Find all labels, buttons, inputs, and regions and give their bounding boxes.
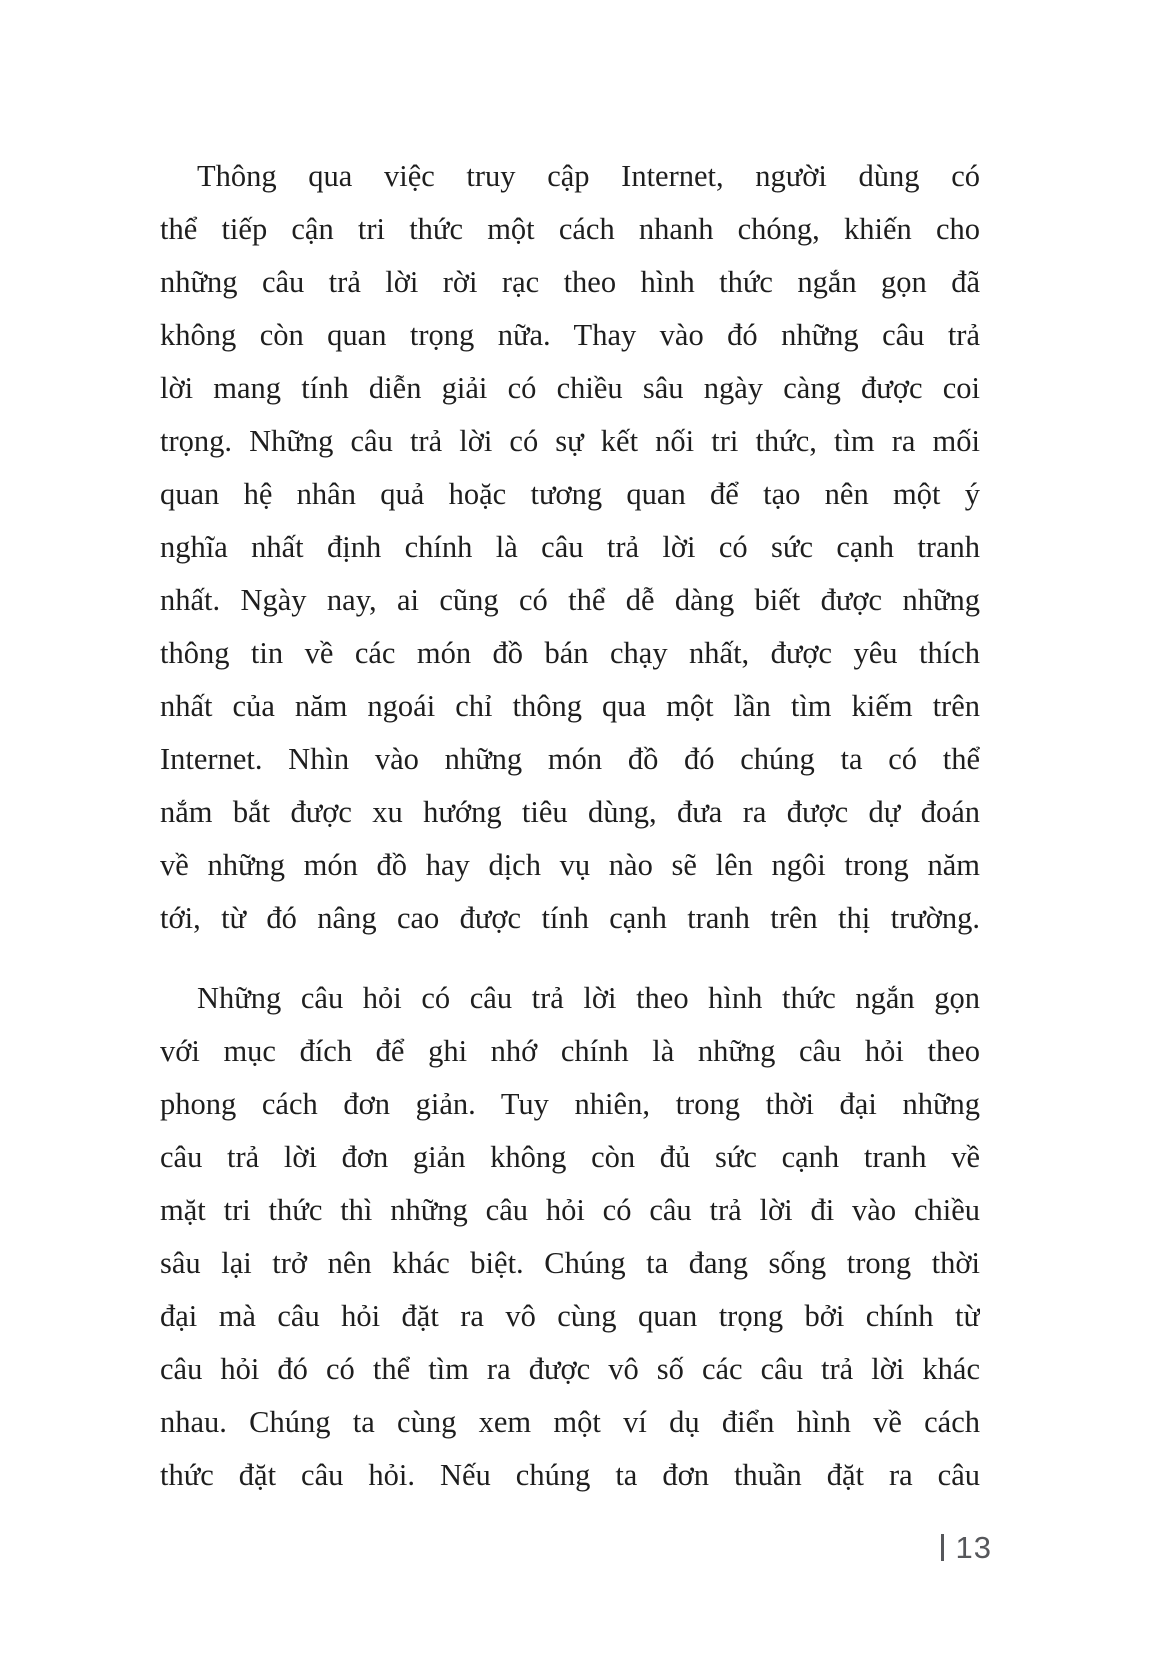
text-line: nhất của năm ngoái chỉ thông qua một lần tìm kiếm trên [160,689,980,723]
page-number-separator [941,1534,944,1561]
text-line: những câu trả lời rời rạc theo hình thức ngắn gọn đã [160,265,980,299]
text-line: đại mà câu hỏi đặt ra vô cùng quan trọng bởi chính từ [160,1299,980,1333]
text-line: về những món đồ hay dịch vụ nào sẽ lên ngôi trong năm [160,848,980,882]
text-line: nắm bắt được xu hướng tiêu dùng, đưa ra được dự đoán [160,795,980,829]
text-line: quan hệ nhân quả hoặc tương quan để tạo nên một ý [160,477,980,511]
text-line: mặt tri thức thì những câu hỏi có câu trả lời đi vào chiều [160,1193,980,1227]
paragraph-2 [160,972,980,1502]
text-line: nghĩa nhất định chính là câu trả lời có sức cạnh tranh [160,530,980,564]
paragraph-1 [160,150,980,945]
text-line: thể tiếp cận tri thức một cách nhanh chóng, khiến cho [160,212,980,246]
text-line: không còn quan trọng nữa. Thay vào đó những câu trả [160,318,980,352]
text-line: câu hỏi đó có thể tìm ra được vô số các câu trả lời khác [160,1352,980,1386]
page-footer [941,1532,992,1563]
text-line: thức đặt câu hỏi. Nếu chúng ta đơn thuần đặt ra câu [160,1458,980,1492]
text-line: nhất. Ngày nay, ai cũng có thể dễ dàng biết được những [160,583,980,617]
text-line: Internet. Nhìn vào những món đồ đó chúng ta có thể [160,742,980,776]
page-body [160,150,980,1502]
text-line: tới, từ đó nâng cao được tính cạnh tranh trên thị trường. [160,901,980,935]
text-line: Thông qua việc truy cập Internet, người dùng có [197,159,980,193]
text-line: Những câu hỏi có câu trả lời theo hình thức ngắn gọn [197,981,980,1015]
text-line: nhau. Chúng ta cùng xem một ví dụ điển hình về cách [160,1405,980,1439]
text-line: câu trả lời đơn giản không còn đủ sức cạnh tranh về [160,1140,980,1174]
text-line: sâu lại trở nên khác biệt. Chúng ta đang sống trong thời [160,1246,980,1280]
text-line: với mục đích để ghi nhớ chính là những câu hỏi theo [160,1034,980,1068]
text-line: phong cách đơn giản. Tuy nhiên, trong thời đại những [160,1087,980,1121]
text-line: thông tin về các món đồ bán chạy nhất, được yêu thích [160,636,980,670]
text-line: lời mang tính diễn giải có chiều sâu ngày càng được coi [160,371,980,405]
page-number: 13 [955,1530,992,1565]
text-line: trọng. Những câu trả lời có sự kết nối tri thức, tìm ra mối [160,424,980,458]
